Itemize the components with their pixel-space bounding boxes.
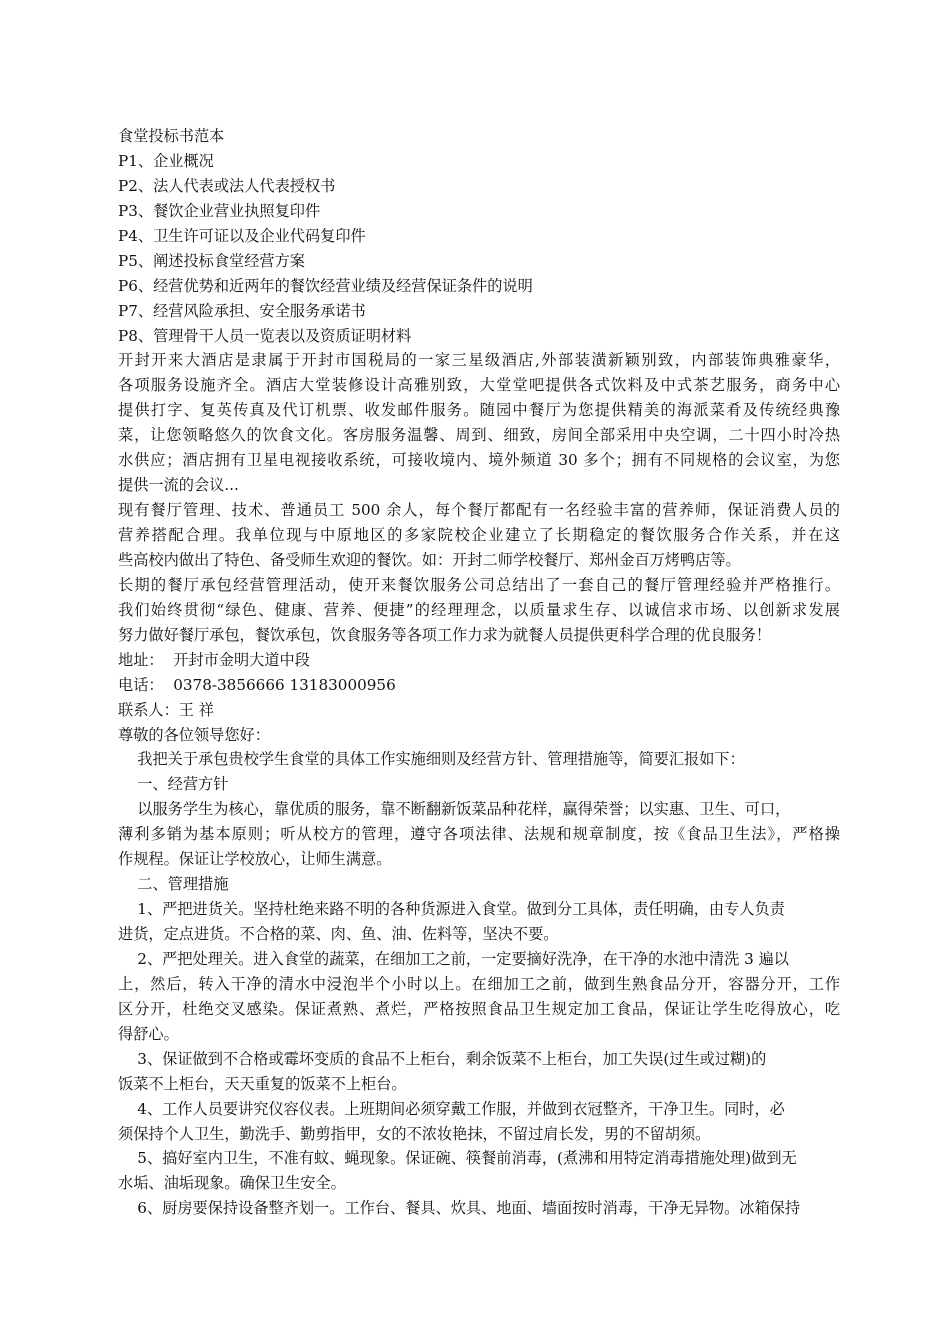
contact-info [118,648,840,723]
intro-line: 现有餐厅管理、技术、普通员工 500 余人，每个餐厅都配有一名经验丰富的营养师，保证消费人员的 [118,501,840,520]
document-title: 食堂投标书范本 [118,127,225,145]
company-intro [118,348,840,647]
body-line: 4、工作人员要讲究仪容仪表。上班期间必须穿戴工作服，并做到衣冠整齐，干净卫生。同时，必 [118,1099,785,1118]
body-line: 我把关于承包贵校学生食堂的具体工作实施细则及经营方针、管理措施等，简要汇报如下： [118,750,745,769]
body-line: 上，然后，转入干净的清水中浸泡半个小时以上。在细加工之前，做到生熟食品分开，容器分开，工作 [118,974,840,993]
body-line: 薄利多销为基本原则；听从校方的管理，遵守各项法律、法规和规章制度，按《食品卫生法》，严格操 [118,825,840,844]
toc-item: P5、阐述投标食堂经营方案 [118,251,305,270]
intro-line: 我们始终贯彻“绿色、健康、营养、便捷”的经理理念，以质量求生存、以诚信求市场、以创新求发展 [118,600,840,619]
body-line: 须保持个人卫生，勤洗手、勤剪指甲，女的不浓妆艳抹，不留过肩长发，男的不留胡须。 [118,1124,711,1143]
intro-line: 开封开来大酒店是隶属于开封市国税局的一家三星级酒店,外部装潢新颖别致，内部装饰典雅豪华， [118,351,840,370]
contact-phone: 电话： 0378-3856666 13183000956 [118,675,396,694]
toc-item: P1、企业概况 [118,151,214,170]
contact-address: 地址： 开封市金明大道中段 [118,650,310,669]
body-line: 作规程。保证让学校放心，让师生满意。 [118,850,392,869]
toc-item: P8、管理骨干人员一览表以及资质证明材料 [118,326,412,345]
document-page [118,124,840,1221]
toc-item: P3、餐饮企业营业执照复印件 [118,201,321,220]
contact-person: 联系人：王 祥 [118,700,214,719]
body-line: 区分开，杜绝交叉感染。保证煮熟、煮烂，严格按照食品卫生规定加工食品，保证让学生吃得放心，吃 [118,999,840,1018]
proposal-body [118,747,840,1221]
body-line: 1、严把进货关。坚持杜绝来路不明的各种货源进入食堂。做到分工具体，责任明确，由专人负责 [118,900,785,919]
intro-line: 长期的餐厅承包经营管理活动，使开来餐饮服务公司总结出了一套自己的餐厅管理经验并严格推行。 [118,575,840,594]
body-line: 以服务学生为核心，靠优质的服务，靠不断翻新饭菜品种花样，赢得荣誉；以实惠、卫生、可口， [118,800,791,819]
body-line: 进货，定点进货。不合格的菜、肉、鱼、油、佐料等，坚决不要。 [118,925,559,943]
intro-line: 努力做好餐厅承包，餐饮承包，饮食服务等各项工作力求为就餐人员提供更科学合理的优良服务！ [118,625,772,644]
body-line: 6、厨房要保持设备整齐划一。工作台、餐具、炊具、地面、墙面按时消毒，干净无异物。冰箱保持 [118,1199,801,1218]
body-line: 一、经营方针 [118,775,229,794]
body-line: 5、搞好室内卫生，不准有蚊、蝇现象。保证碗、筷餐前消毒，(煮沸和用特定消毒措施处理)做到无 [118,1149,797,1168]
intro-line: 些高校内做出了特色、备受师生欢迎的餐饮。如：开封二师学校餐厅、郑州金百万烤鸭店等。 [118,550,741,569]
intro-line: 水供应；酒店拥有卫星电视接收系统，可接收境内、境外频道 30 多个；拥有不同规格的会议室，为您 [118,451,840,470]
body-line: 2、严把处理关。进入食堂的蔬菜，在细加工之前，一定要摘好洗净，在干净的水池中清洗 3 遍以 [118,949,789,968]
toc-item: P7、经营风险承担、安全服务承诺书 [118,301,366,320]
toc-item: P2、法人代表或法人代表授权书 [118,176,336,195]
toc-list [118,149,840,349]
intro-line: 各项服务设施齐全。酒店大堂装修设计高雅别致，大堂堂吧提供各式饮料及中式茶艺服务，商务中心 [118,376,840,395]
intro-line: 提供一流的会议... [118,476,239,495]
intro-line: 提供打字、复英传真及代订机票、收发邮件服务。随园中餐厅为您提供精美的海派菜肴及传统经典豫 [118,401,840,420]
body-line: 饭菜不上柜台，天天重复的饭菜不上柜台。 [118,1074,407,1093]
body-line: 得舒心。 [118,1024,179,1043]
toc-item: P4、卫生许可证以及企业代码复印件 [118,226,366,245]
body-line: 3、保证做到不合格或霉坏变质的食品不上柜台，剩余饭菜不上柜台，加工失误(过生或过糊)的 [118,1049,767,1068]
body-line: 二、管理措施 [118,875,229,894]
intro-line: 营养搭配合理。我单位现与中原地区的多家院校企业建立了长期稳定的餐饮服务合作关系，并在这 [118,526,840,544]
body-line: 水垢、油垢现象。确保卫生安全。 [118,1174,346,1193]
greeting: 尊敬的各位领导您好： [118,725,270,744]
toc-item: P6、经营优势和近两年的餐饮经营业绩及经营保证条件的说明 [118,276,533,295]
intro-line: 菜，让您领略悠久的饮食文化。客房服务温馨、周到、细致，房间全部采用中央空调，二十四小时冷热 [118,426,840,445]
